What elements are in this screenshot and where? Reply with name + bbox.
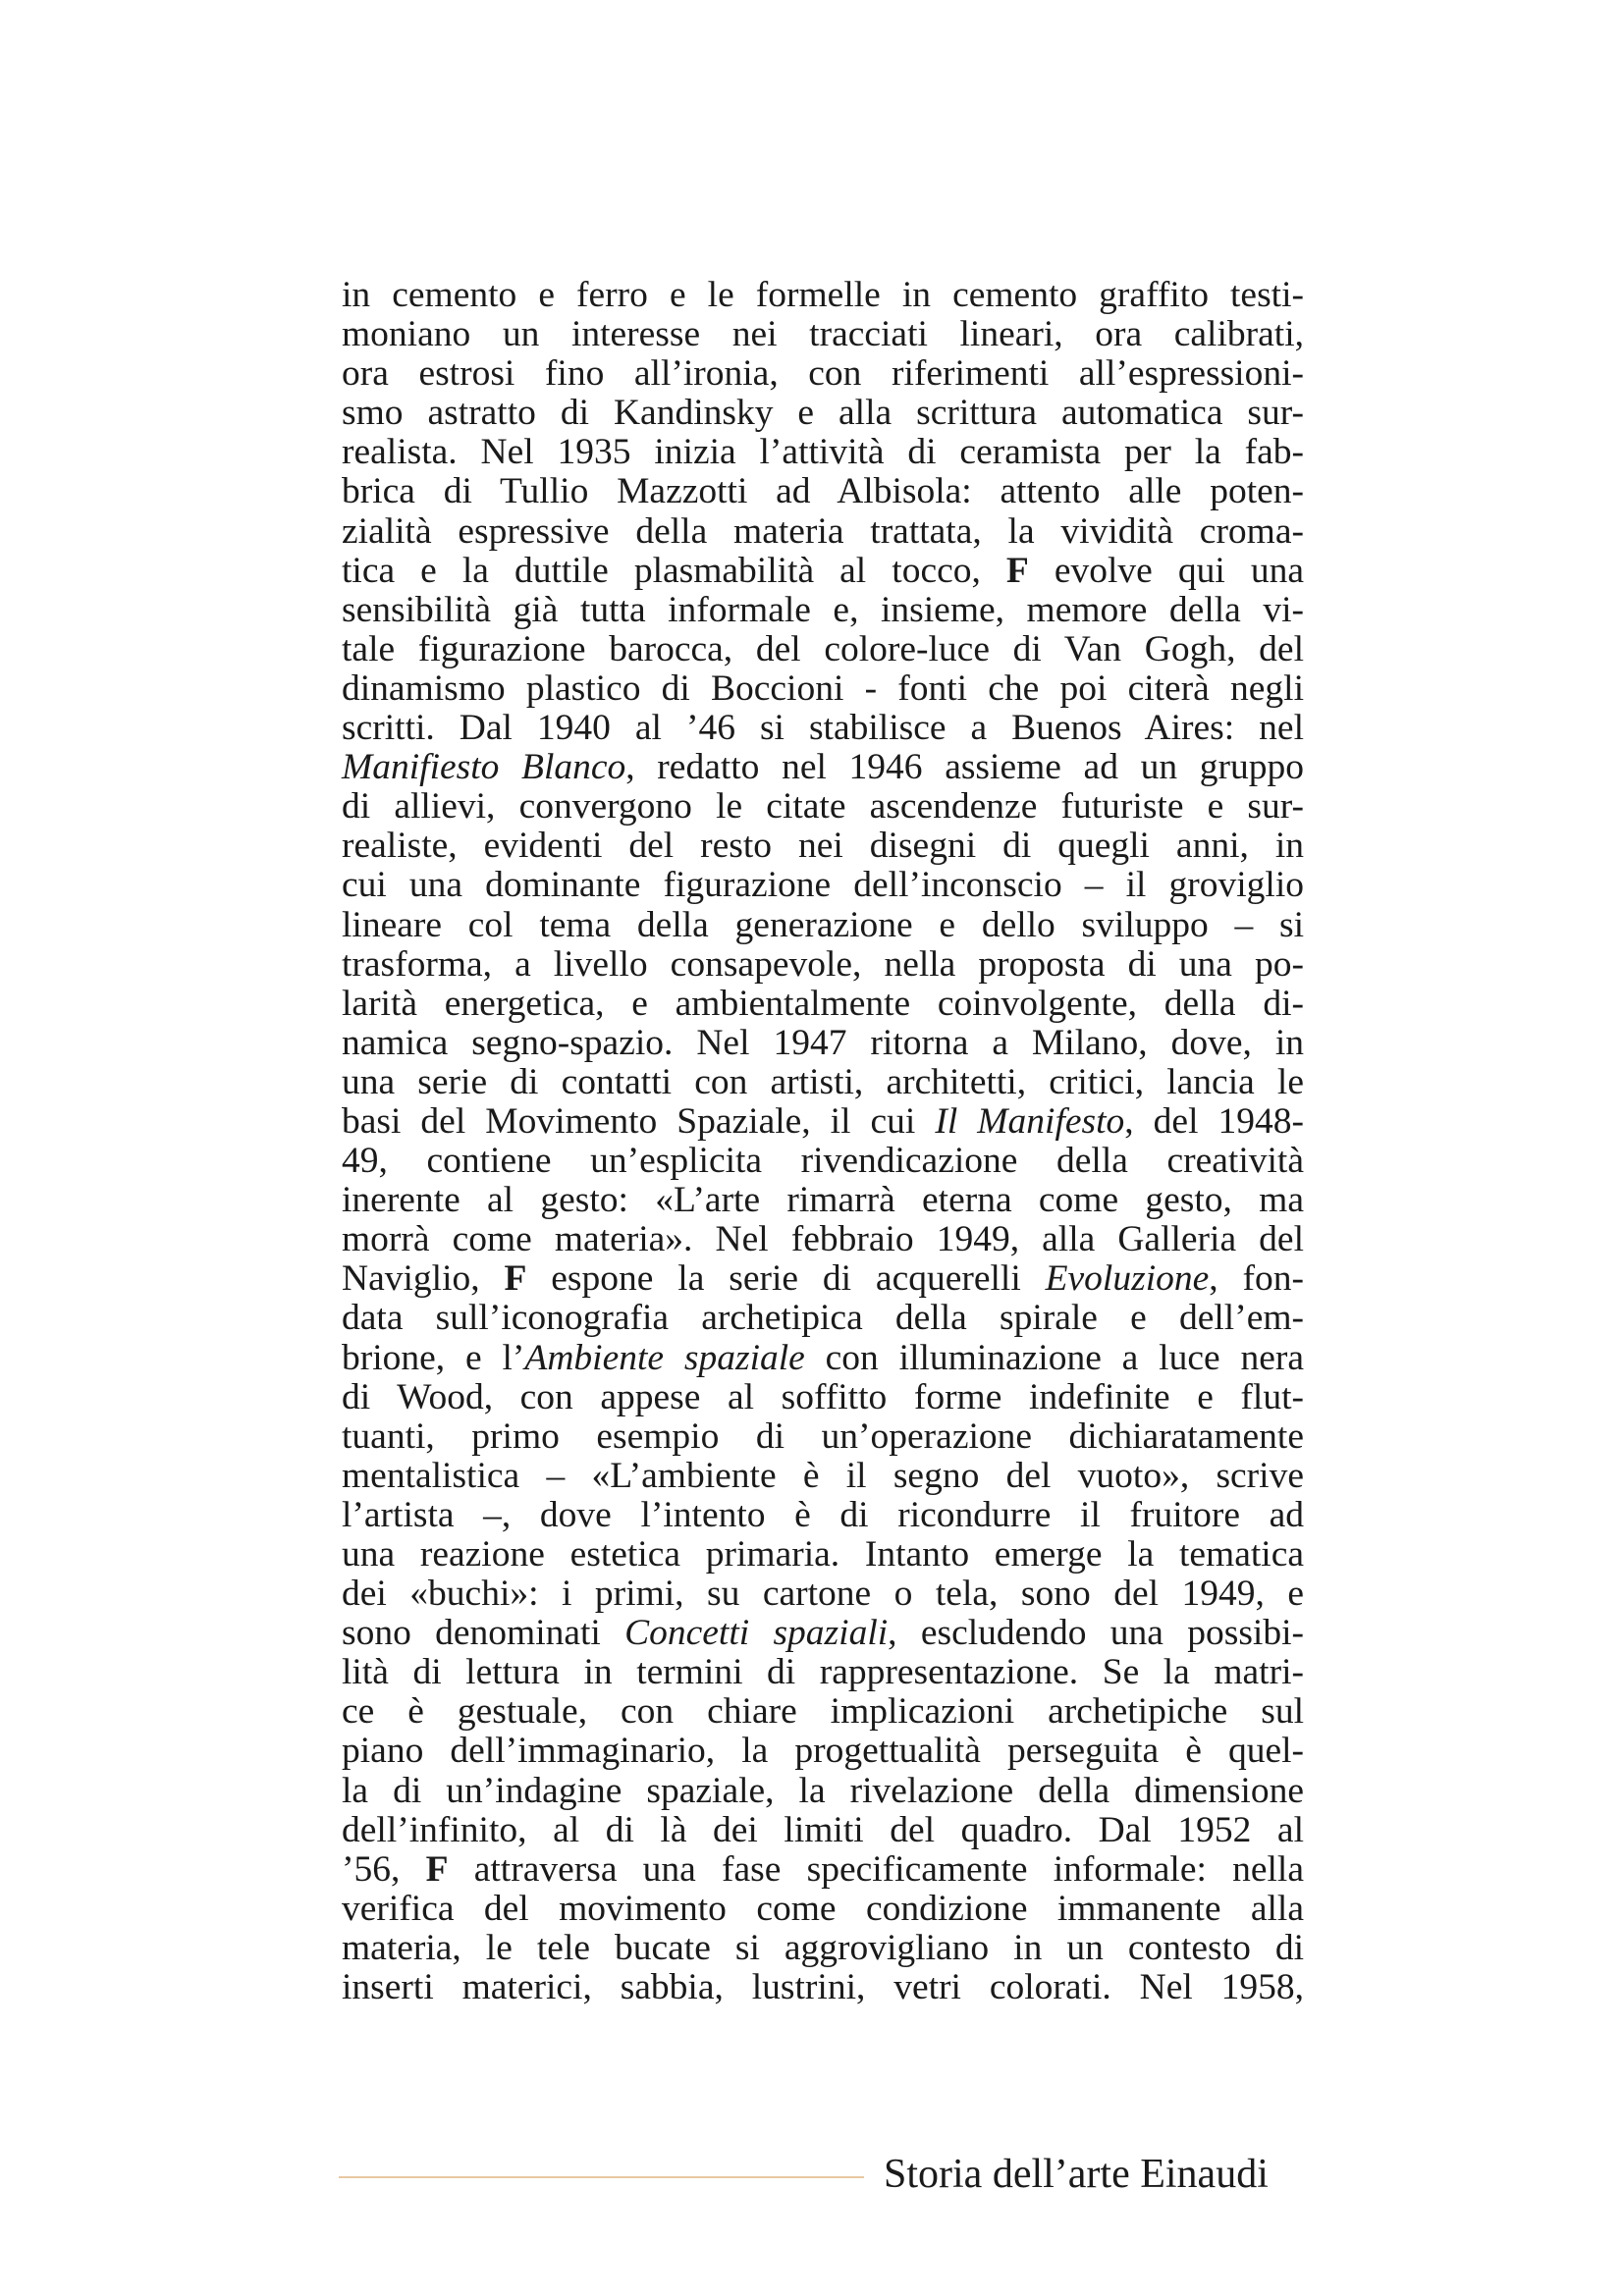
text-line (342, 1339, 1304, 1378)
text-line (342, 354, 1304, 394)
text-run: l’artista –, dove l’intento è di ricondurre il fruitore ad (342, 1494, 1304, 1535)
text-line (342, 552, 1304, 591)
text-run: dinamismo plastico di Boccioni - fonti che poi citerà negli (342, 667, 1304, 709)
text-run: materia, le tele bucate si aggrovigliano in un contesto di (342, 1927, 1304, 1968)
text-run: moniano un interesse nei tracciati lineari, ora calibrati, (342, 314, 1304, 355)
text-run: realista. Nel 1935 inizia l’attività di ceramista per la fab- (342, 432, 1304, 473)
body-text (342, 276, 1304, 2007)
text-line (342, 1063, 1304, 1102)
text-line (342, 1692, 1304, 1732)
footer-rule (339, 2176, 864, 2178)
text-run: sono denominati (342, 1613, 625, 1654)
text-line (342, 1181, 1304, 1220)
text-line (342, 276, 1304, 315)
text-line (342, 1496, 1304, 1535)
text-run: verifica del movimento come condizione immanente alla (342, 1888, 1304, 1929)
text-line (342, 827, 1304, 866)
text-line (342, 1142, 1304, 1181)
text-run: larità energetica, e ambientalmente coinvolgente, della di- (342, 983, 1304, 1024)
text-run: piano dell’immaginario, la progettualità perseguita è quel- (342, 1731, 1304, 1772)
text-run: morrà come materia». Nel febbraio 1949, alla Galleria del (342, 1219, 1304, 1260)
text-line (342, 1299, 1304, 1338)
text-run: tica e la duttile plasmabilità al tocco, (342, 550, 1006, 591)
text-line (342, 945, 1304, 985)
text-run: mentalistica – «L’ambiente è il segno del vuoto», scrive (342, 1455, 1304, 1496)
italic-title: Manifiesto Blanco (342, 747, 626, 788)
text-line (342, 512, 1304, 552)
text-line (342, 1417, 1304, 1457)
text-run: di allievi, convergono le citate ascendenze futuriste e sur- (342, 786, 1304, 828)
text-run: ’56, (342, 1848, 426, 1890)
text-run: inerente al gesto: «L’arte rimarrà eterna come gesto, ma (342, 1180, 1304, 1221)
text-line (342, 1535, 1304, 1575)
text-run: di Wood, con appese al soffitto forme indefinite e flut- (342, 1376, 1304, 1417)
text-run: dei «buchi»: i primi, su cartone o tela, sono del 1949, e (342, 1574, 1304, 1615)
text-run: namica segno-spazio. Nel 1947 ritorna a Milano, dove, in (342, 1022, 1304, 1063)
text-run: espone la serie di acquerelli (526, 1258, 1046, 1300)
text-run: sensibilità già tutta informale e, insieme, memore della vi- (342, 589, 1304, 630)
text-line (342, 787, 1304, 827)
text-line (342, 748, 1304, 787)
text-run: basi del Movimento Spaziale, il cui (342, 1100, 936, 1142)
text-line (342, 1378, 1304, 1417)
text-line (342, 985, 1304, 1024)
text-run: realiste, evidenti del resto nei disegni di quegli anni, in (342, 826, 1304, 867)
text-run: ora estrosi fino all’ironia, con riferimenti all’espressioni- (342, 353, 1304, 395)
text-line (342, 669, 1304, 709)
text-line (342, 1929, 1304, 1968)
text-run: 49, contiene un’esplicita rivendicazione della creatività (342, 1141, 1304, 1182)
text-run: Naviglio, (342, 1258, 505, 1300)
text-run: inserti materici, sabbia, lustrini, vetri colorati. Nel 1958, (342, 1967, 1304, 2008)
text-run: smo astratto di Kandinsky e alla scrittura automatica sur- (342, 393, 1304, 434)
italic-title: Concetti spaziali (624, 1613, 889, 1654)
text-run: attraversa una fase specificamente informale: nella (448, 1848, 1304, 1890)
text-run: ce è gestuale, con chiare implicazioni archetipiche sul (342, 1691, 1304, 1733)
text-line (342, 1968, 1304, 2007)
text-line (342, 394, 1304, 433)
text-run: la di un’indagine spaziale, la rivelazione della dimensione (342, 1770, 1304, 1811)
footer-title: Storia dell’arte Einaudi (884, 2152, 1269, 2197)
text-line (342, 1732, 1304, 1771)
text-line (342, 591, 1304, 630)
text-line (342, 433, 1304, 472)
text-run: data sull’iconografia archetipica della spirale e dell’em- (342, 1298, 1304, 1339)
text-run: , del 1948- (1124, 1100, 1304, 1142)
text-line (342, 1850, 1304, 1890)
artist-initial: F (504, 1258, 527, 1300)
text-line (342, 1811, 1304, 1850)
text-run: tale figurazione barocca, del colore-luce di Van Gogh, del (342, 628, 1304, 669)
text-run: trasforma, a livello consapevole, nella proposta di una po- (342, 943, 1304, 985)
text-line (342, 866, 1304, 905)
text-line (342, 1653, 1304, 1692)
text-line (342, 1102, 1304, 1142)
text-line (342, 1024, 1304, 1063)
text-line (342, 315, 1304, 354)
text-run: una reazione estetica primaria. Intanto emerge la tematica (342, 1534, 1304, 1575)
text-run: dell’infinito, al di là dei limiti del quadro. Dal 1952 al (342, 1809, 1304, 1850)
text-run: cui una dominante figurazione dell’inconscio – il groviglio (342, 865, 1304, 906)
text-run: , redatto nel 1946 assieme ad un gruppo (625, 747, 1304, 788)
text-line (342, 1772, 1304, 1811)
text-run: , fon- (1209, 1258, 1304, 1300)
text-run: , escludendo una possibi- (888, 1613, 1305, 1654)
text-line (342, 1220, 1304, 1259)
text-run: con illuminazione a luce nera (804, 1337, 1304, 1378)
text-run: evolve qui una (1028, 550, 1304, 591)
text-run: brione, e l’ (342, 1337, 525, 1378)
text-line (342, 1259, 1304, 1299)
text-line (342, 630, 1304, 669)
text-line (342, 472, 1304, 511)
text-run: tuanti, primo esempio di un’operazione dichiaratamente (342, 1415, 1304, 1457)
text-line (342, 1890, 1304, 1929)
artist-initial: F (1005, 550, 1029, 591)
italic-title: Il Manifesto (935, 1100, 1125, 1142)
text-line (342, 1575, 1304, 1614)
text-run: una serie di contatti con artisti, architetti, critici, lancia le (342, 1061, 1304, 1102)
text-line (342, 709, 1304, 748)
text-run: lineare col tema della generazione e dello sviluppo – si (342, 904, 1304, 945)
text-run: zialità espressive della materia trattata, la vividità croma- (342, 510, 1304, 552)
italic-title: Evoluzione (1045, 1258, 1210, 1300)
text-run: lità di lettura in termini di rappresentazione. Se la matri- (342, 1652, 1304, 1693)
text-line (342, 906, 1304, 945)
italic-title: Ambiente spaziale (524, 1337, 805, 1378)
text-run: in cemento e ferro e le formelle in cemento graffito testi- (342, 275, 1304, 315)
artist-initial: F (425, 1848, 449, 1890)
text-run: brica di Tullio Mazzotti ad Albisola: attento alle poten- (342, 471, 1304, 512)
text-run: scritti. Dal 1940 al ’46 si stabilisce a Buenos Aires: nel (342, 708, 1304, 749)
text-line (342, 1614, 1304, 1653)
text-line (342, 1457, 1304, 1496)
